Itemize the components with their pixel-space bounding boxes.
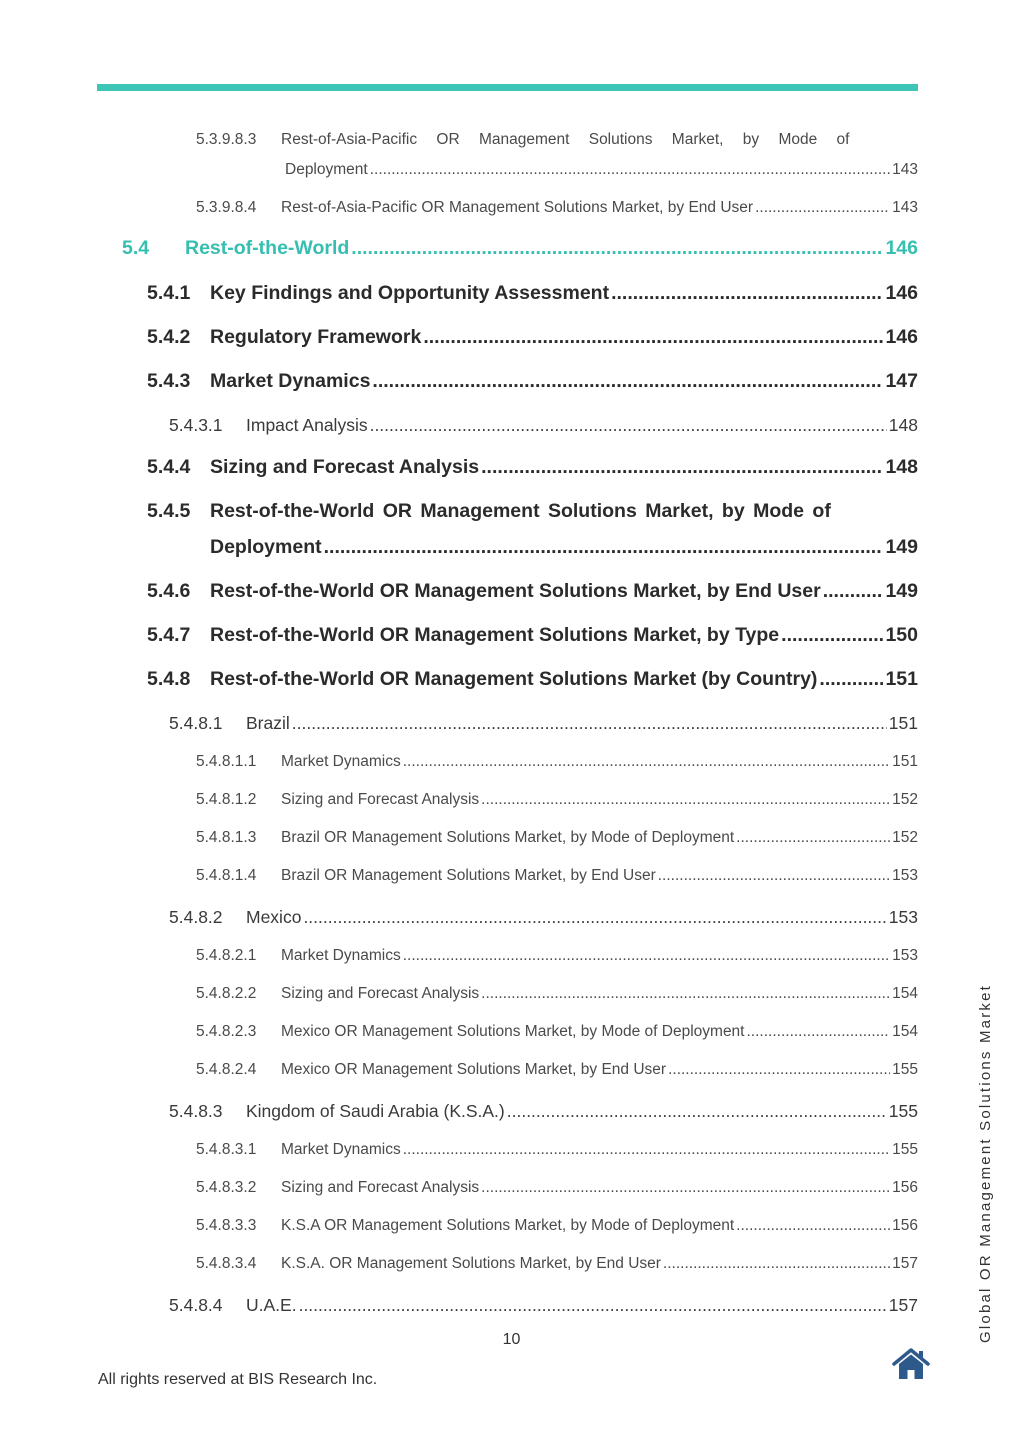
toc-entry-5-4-5[interactable] [147,500,918,523]
toc-number: 5.4.3 [147,370,191,392]
toc-page: 155 [888,1101,918,1121]
toc-entry-5-4-2[interactable] [147,326,918,349]
toc-title: U.A.E. [246,1295,297,1315]
toc-number: 5.4.8.2.2 [196,985,257,1002]
toc-entry-5-4-8-2-3[interactable] [196,1023,918,1041]
toc-entry-5-4-8-2[interactable] [169,907,918,928]
toc-page: 149 [885,580,918,602]
toc-title-line2: Deployment [285,161,368,178]
toc-title: Rest-of-the-World [185,237,350,259]
toc-leader [481,791,890,809]
toc-page: 143 [892,161,918,178]
toc-title: Brazil OR Management Solutions Market, by End User [281,867,656,884]
toc-leader [611,282,883,305]
toc-page: 146 [885,237,918,259]
toc-page: 153 [892,947,918,964]
toc-entry-5-4-8-3-1[interactable] [196,1141,918,1159]
toc-page: 152 [892,791,918,808]
toc-number: 5.4.6 [147,580,191,602]
toc-entry-5-3-9-8-3[interactable] [196,131,918,149]
toc-number: 5.4.1 [147,282,191,304]
toc-page: 146 [885,282,918,304]
toc-page: 154 [892,1023,918,1040]
toc-entry-5-4-8-3[interactable] [169,1101,918,1122]
toc-entry-5-4-8-3-3[interactable] [196,1217,918,1235]
toc-title: Regulatory Framework [210,326,422,348]
toc-title: Rest-of-the-World OR Management Solutions Market (by Country) [210,668,818,690]
toc-title: Mexico OR Management Solutions Market, by End User [281,1061,667,1078]
toc-number: 5.4.8.2.1 [196,947,257,964]
toc-leader [736,1217,890,1235]
toc-title-line1: Rest-of-the-World OR Management Solutions Market, by Mode of [210,500,831,522]
toc-title-line2: Deployment [210,536,322,558]
toc-title: K.S.A OR Management Solutions Market, by Mode of Deployment [281,1217,735,1234]
toc-title: Rest-of-the-World OR Management Solutions Market, by End User [210,580,821,602]
toc-page: 153 [892,867,918,884]
toc-title: Sizing and Forecast Analysis [281,1179,480,1196]
toc-number: 5.4.8.4 [169,1295,223,1315]
toc-entry-5-4-8-1-2[interactable] [196,791,918,809]
side-report-title: Global OR Management Solutions Market [977,983,994,1343]
toc-leader [324,536,884,559]
toc-leader [303,907,886,928]
toc-title: Market Dynamics [281,1141,401,1158]
toc-number: 5.4.8.1.4 [196,867,257,884]
toc-leader [372,370,883,393]
toc-title: Brazil [246,713,290,733]
toc-page: 147 [885,370,918,392]
header-accent-rule [97,84,918,91]
toc-entry-5-4-8-3-4[interactable] [196,1255,918,1273]
toc-leader [823,580,884,603]
toc-title: Market Dynamics [210,370,371,392]
toc-number: 5.4.8.3.1 [196,1141,257,1158]
toc-leader [299,1295,887,1316]
toc-number: 5.4.8.2.3 [196,1023,257,1040]
toc-title: Key Findings and Opportunity Assessment [210,282,610,304]
toc-entry-5-4-6[interactable] [147,580,918,603]
toc-number: 5.4.3.1 [169,415,223,435]
toc-leader [351,237,883,260]
toc-page: 148 [888,415,918,435]
toc-page: 157 [892,1255,918,1272]
toc-title: Sizing and Forecast Analysis [210,456,480,478]
toc-leader [481,1179,890,1197]
toc-page: 149 [885,536,918,558]
toc-number: 5.4.8.1.1 [196,753,257,770]
toc-title: Market Dynamics [281,947,401,964]
toc-entry-5-4-1[interactable] [147,282,918,305]
toc-leader [292,713,887,734]
toc-number: 5.4.2 [147,326,191,348]
toc-entry-5-4-8-1[interactable] [169,713,918,734]
toc-title: Rest-of-the-World OR Management Solutions Market, by Type [210,624,780,646]
toc-entry-5-4-3-1[interactable] [169,415,918,436]
toc-title: K.S.A. OR Management Solutions Market, by End User [281,1255,661,1272]
toc-page: 153 [888,907,918,927]
toc-leader [403,753,890,771]
toc-entry-5-4-8-1-1[interactable] [196,753,918,771]
toc-entry-5-3-9-8-3-cont[interactable] [285,161,918,179]
toc-page: 152 [892,829,918,846]
toc-title-line1: Rest-of-Asia-Pacific OR Management Solutions Market, by Mode of [281,131,850,148]
toc-entry-5-3-9-8-4[interactable] [196,199,918,217]
toc-number: 5.4.8.1.3 [196,829,257,846]
toc-page: 150 [885,624,918,646]
toc-number: 5.3.9.8.4 [196,199,257,216]
home-icon[interactable] [892,1347,930,1381]
toc-leader [781,624,883,647]
toc-number: 5.3.9.8.3 [196,131,257,148]
toc-entry-5-4-8-2-2[interactable] [196,985,918,1003]
toc-entry-5-4-7[interactable] [147,624,918,647]
toc-number: 5.4.8.3.4 [196,1255,257,1272]
toc-entry-5-4-8-4[interactable] [169,1295,918,1316]
toc-leader [819,668,883,691]
toc-leader [403,947,890,965]
toc-entry-5-4-8[interactable] [147,668,918,691]
toc-title: Rest-of-Asia-Pacific OR Management Solutions Market, by End User [281,199,754,216]
toc-entry-5-4-4[interactable] [147,456,918,479]
toc-entry-5-4-3[interactable] [147,370,918,393]
toc-number: 5.4.5 [147,500,191,522]
toc-leader [370,415,887,436]
toc-leader [755,199,890,217]
toc-leader [668,1061,890,1079]
toc-entry-5-4[interactable] [122,237,918,260]
toc-page: 156 [892,1217,918,1234]
toc-page: 151 [888,713,918,733]
toc-number: 5.4.8.3.3 [196,1217,257,1234]
toc-number: 5.4.8.3 [169,1101,223,1121]
toc-page: 148 [885,456,918,478]
toc-leader [658,867,890,885]
page-number: 10 [502,1331,521,1348]
toc-entry-5-4-8-3-2[interactable] [196,1179,918,1197]
toc-title: Brazil OR Management Solutions Market, by Mode of Deployment [281,829,735,846]
toc-title: Kingdom of Saudi Arabia (K.S.A.) [246,1101,505,1121]
toc-number: 5.4.7 [147,624,191,646]
toc-entry-5-4-8-2-1[interactable] [196,947,918,965]
toc-number: 5.4.8.2.4 [196,1061,257,1078]
toc-leader [370,161,890,179]
toc-number: 5.4.8.2 [169,907,223,927]
toc-leader [747,1023,891,1041]
toc-leader [481,456,883,479]
toc-leader [507,1101,887,1122]
toc-page: 143 [892,199,918,216]
toc-title: Sizing and Forecast Analysis [281,985,480,1002]
toc-leader [663,1255,890,1273]
toc-entry-5-4-5-cont[interactable] [210,536,918,559]
toc-page: 156 [892,1179,918,1196]
toc-page: 157 [888,1295,918,1315]
toc-page: 155 [892,1141,918,1158]
toc-leader [481,985,890,1003]
toc-leader [423,326,883,349]
toc-number: 5.4 [122,237,150,259]
toc-number: 5.4.8 [147,668,191,690]
toc-entry-5-4-8-1-3[interactable] [196,829,918,847]
toc-entry-5-4-8-1-4[interactable] [196,867,918,885]
toc-number: 5.4.8.3.2 [196,1179,257,1196]
toc-title: Mexico [246,907,302,927]
toc-entry-5-4-8-2-4[interactable] [196,1061,918,1079]
toc-page: 155 [892,1061,918,1078]
toc-leader [736,829,890,847]
toc-title: Market Dynamics [281,753,401,770]
toc-title: Sizing and Forecast Analysis [281,791,480,808]
toc-page: 146 [885,326,918,348]
toc-page: 154 [892,985,918,1002]
toc-number: 5.4.8.1 [169,713,223,733]
toc-number: 5.4.4 [147,456,191,478]
toc-number: 5.4.8.1.2 [196,791,257,808]
toc-page: 151 [892,753,918,770]
toc-page: 151 [885,668,918,690]
toc-title: Impact Analysis [246,415,368,435]
toc-leader [403,1141,890,1159]
toc-title: Mexico OR Management Solutions Market, by Mode of Deployment [281,1023,745,1040]
footer-copyright: All rights reserved at BIS Research Inc. [98,1371,378,1388]
